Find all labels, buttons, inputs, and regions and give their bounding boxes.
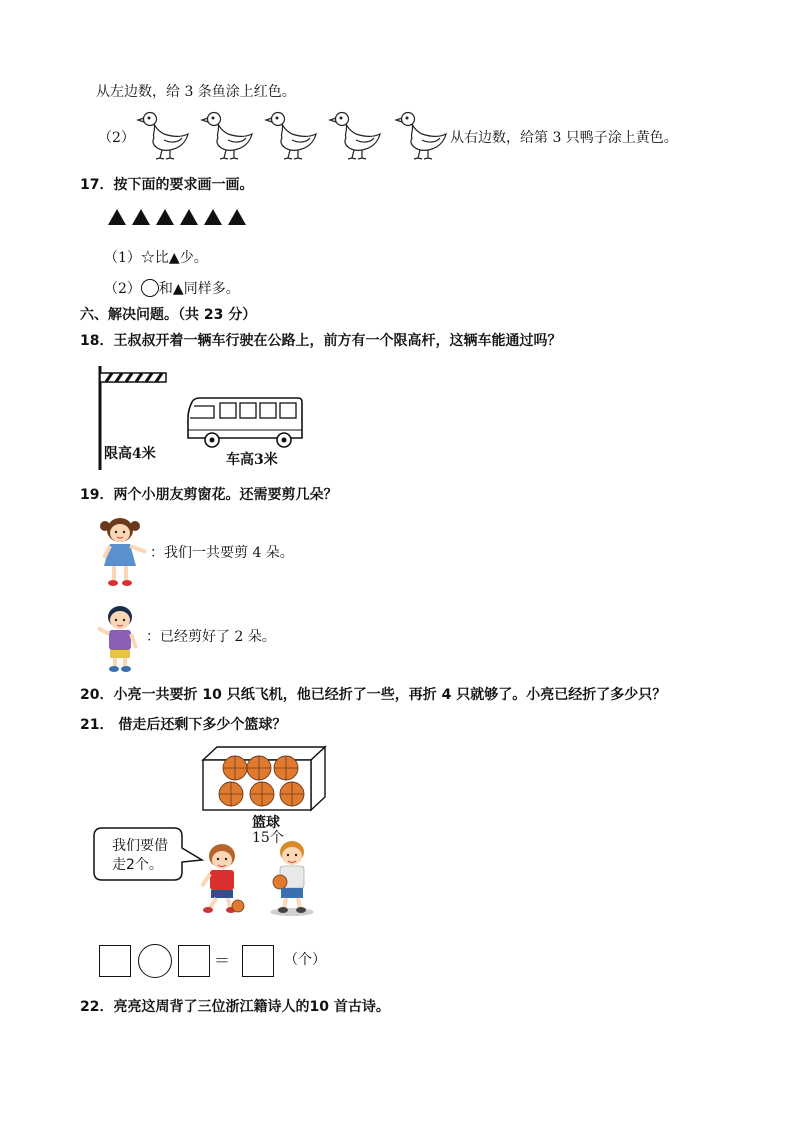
equals-sign: ＝ bbox=[214, 951, 231, 970]
duck-icon bbox=[396, 113, 446, 160]
basketball-box bbox=[202, 746, 326, 812]
q17-title: 17．按下面的要求画一画。 bbox=[80, 177, 254, 193]
q18-title: 18．王叔叔开着一辆车行驶在公路上，前方有一个限高杆，这辆车能通过吗？ bbox=[80, 333, 562, 349]
boy-illustration bbox=[96, 604, 148, 672]
q16-part2-label: （2） bbox=[98, 130, 135, 146]
circle-icon bbox=[141, 279, 159, 297]
duck-row bbox=[136, 110, 446, 162]
q20-title: 20．小亮一共要折 10 只纸飞机，他已经折了一些，再折 4 只就够了。小亮已经折了多少只？ bbox=[80, 687, 667, 703]
bubble-line1: 我们要借 bbox=[112, 838, 168, 854]
q17-part1-text: 比▲少。 bbox=[154, 250, 208, 266]
box-label: 篮球 bbox=[252, 815, 280, 831]
boy-says: ：已经剪好了 2 朵。 bbox=[146, 629, 276, 645]
triangle-icon bbox=[156, 209, 174, 225]
q17-part1 bbox=[104, 248, 208, 268]
q19-title: 19．两个小朋友剪窗花。还需要剪几朵？ bbox=[80, 487, 338, 503]
q16-part2-text: 从右边数，给第 3 只鸭子涂上黄色。 bbox=[450, 130, 678, 146]
girl-illustration bbox=[96, 516, 152, 588]
girl-says: ：我们一共要剪 4 朵。 bbox=[150, 545, 294, 561]
duck-icon bbox=[202, 113, 252, 160]
section6-title: 六、解决问题。（共 23 分） bbox=[80, 307, 257, 323]
limit-label: 限高4米 bbox=[104, 446, 156, 462]
duck-icon bbox=[330, 113, 380, 160]
q22-title: 22．亮亮这周背了三位浙江籍诗人的10 首古诗。 bbox=[80, 999, 390, 1015]
q17-part2 bbox=[104, 279, 240, 299]
q16-line1: 从左边数，给 3 条鱼涂上红色。 bbox=[96, 84, 296, 100]
bubble-line2: 走2个。 bbox=[112, 857, 163, 873]
operator-circle[interactable] bbox=[138, 944, 172, 978]
unit-label: （个） bbox=[284, 952, 326, 968]
triangle-icon bbox=[180, 209, 198, 225]
box-count: 15个 bbox=[252, 830, 284, 846]
car-label: 车高3米 bbox=[226, 452, 278, 468]
star-icon: ☆ bbox=[140, 250, 155, 266]
duck-icon bbox=[266, 113, 316, 160]
q17-part2-label: （2） bbox=[104, 281, 141, 297]
triangle-row bbox=[108, 209, 246, 225]
answer-box-1[interactable] bbox=[99, 945, 131, 977]
q17-part2-text: 和▲同样多。 bbox=[158, 281, 240, 297]
triangle-icon bbox=[204, 209, 222, 225]
duck-icon bbox=[138, 113, 188, 160]
q17-part1-label: （1） bbox=[104, 250, 141, 266]
triangle-icon bbox=[108, 209, 126, 225]
triangle-icon bbox=[228, 209, 246, 225]
bus-icon bbox=[186, 396, 304, 450]
boy-blue-shirt-illustration bbox=[266, 838, 318, 918]
triangle-icon bbox=[132, 209, 150, 225]
answer-box-2[interactable] bbox=[178, 945, 210, 977]
q21-title: 21． 借走后还剩下多少个篮球？ bbox=[80, 717, 287, 733]
boy-red-shirt-illustration bbox=[198, 842, 248, 916]
answer-box-result[interactable] bbox=[242, 945, 274, 977]
